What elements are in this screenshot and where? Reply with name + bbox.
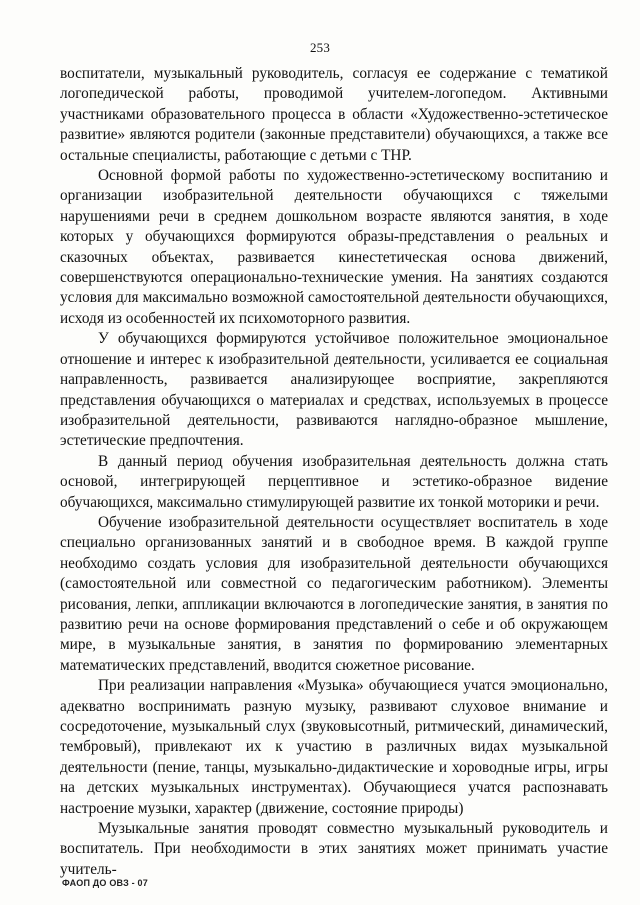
paragraph-6: При реализации направления «Музыка» обучающиеся учатся эмоционально, адекватно воспринимать разную музыку, развивают слуховое внимание и сосредоточение, музыкальный слух (звуковысотный, ритмический, динамический, тембровый), привлекают их к участию в различных видах музыкальной деятельности (пение, танцы, музыкально-дидактические и хороводные игры, игры на детских музыкальных инструментах). Обучающиеся учатся распознавать настроение музыки, характер (движение, состояние природы) bbox=[60, 677, 608, 817]
document-footer: ФАОП ДО ОВЗ - 07 bbox=[62, 878, 148, 888]
paragraph-5: Обучение изобразительной деятельности осуществляет воспитатель в ходе специально организованных занятий и в свободное время. В каждой группе необходимо создать условия для изобразительной деятельности обучающихся (самостоятельной или совместной со педагогическим работником). Элементы рисования, лепки, аппликации включаются в логопедические занятия, в занятия по развитию речи на основе формирования представлений о себе и об окружающем мире, в музыкальные занятия, в занятия по формированию элементарных математических представлений, вводится сюжетное рисование. bbox=[60, 513, 608, 674]
paragraph-1: воспитатели, музыкальный руководитель, согласуя ее содержание с тематикой логопедической работы, проводимой учителем-логопедом. Активными участниками образовательного процесса в области «Художественно-эстетическое развитие» являются родители (законные представители) обучающихся, а также все остальные специалисты, работающие с детьми с ТНР. bbox=[60, 65, 608, 164]
paragraph-7: Музыкальные занятия проводят совместно музыкальный руководитель и воспитатель. При необходимости в этих занятиях может принимать участие учитель- bbox=[60, 820, 608, 878]
body-text bbox=[60, 64, 608, 880]
paragraph-2: Основной формой работы по художественно-эстетическому воспитанию и организации изобразительной деятельности обучающихся с тяжелыми нарушениями речи в среднем дошкольном возрасте являются занятия, в ходе которых у обучающихся формируются образы-представления о реальных и сказочных объектах, развивается кинестетическая основа движений, совершенствуются операционально-технические умения. На занятиях создаются условия для максимально возможной самостоятельной деятельности обучающихся, исходя из особенностей их психомоторного развития. bbox=[60, 167, 608, 327]
paragraph-4: В данный период обучения изобразительная деятельность должна стать основой, интегрирующей перцептивное и эстетико-образное видение обучающихся, максимально стимулирующей развитие их тонкой моторики и речи. bbox=[60, 452, 608, 511]
page-number: 253 bbox=[309, 40, 331, 55]
paragraph-3: У обучающихся формируются устойчивое положительное эмоциональное отношение и интерес к изобразительной деятельности, усиливается ее социальная направленность, развивается анализирующее восприятие, закрепляются представления обучающихся о материалах и средствах, используемых в процессе изобразительной деятельности, развиваются наглядно-образное мышление, эстетические предпочтения. bbox=[60, 330, 608, 450]
